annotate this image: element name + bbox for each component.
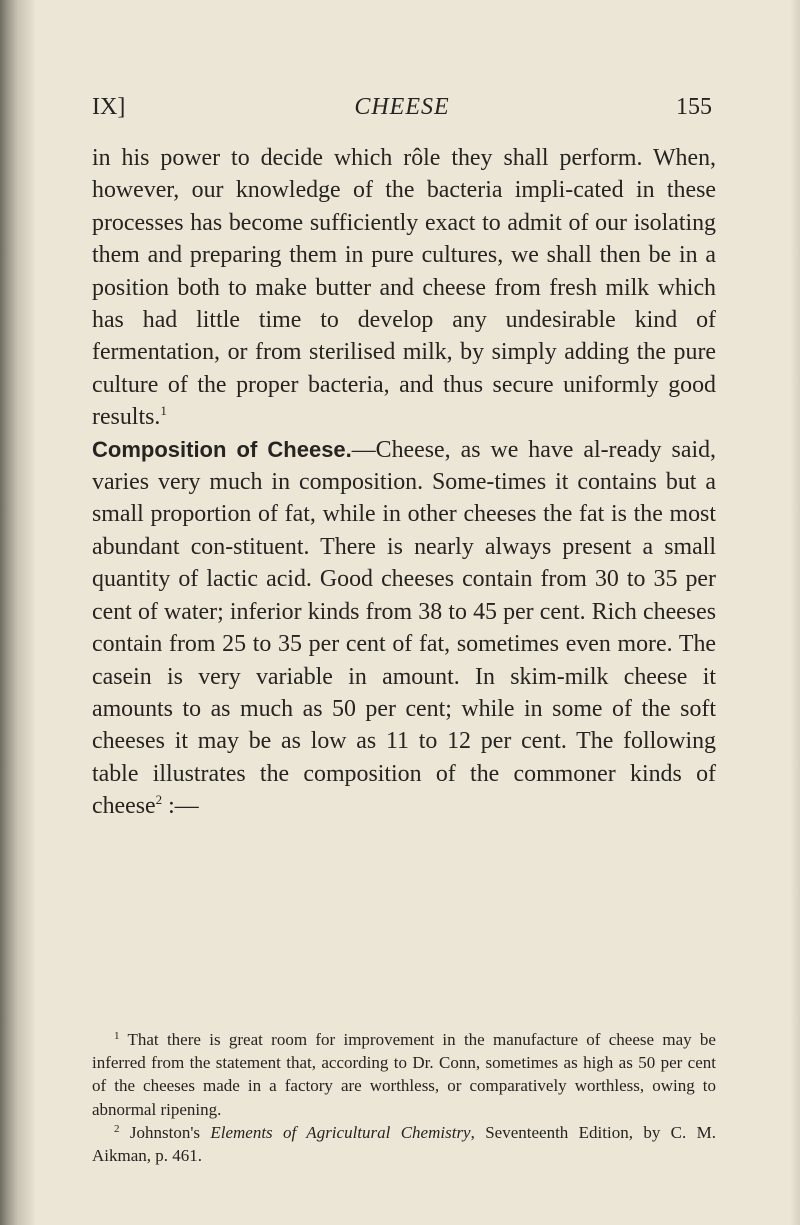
running-title: CHEESE	[354, 94, 450, 120]
footnote-2	[92, 1121, 716, 1167]
paragraph-1	[92, 142, 716, 434]
footnote-ref-1: 1	[160, 403, 167, 419]
footnotes	[92, 1028, 716, 1167]
page-gutter-shadow	[0, 0, 36, 1225]
footnote-2-rest: , Seventeenth Edition, by C. M. Aikman, p. 461.	[92, 1122, 716, 1166]
footnote-2-book-title: Elements of Agricultural Chemistry	[210, 1122, 471, 1142]
footnote-2-marker: 2	[114, 1122, 120, 1135]
footnote-1-marker: 1	[114, 1030, 120, 1042]
body-text	[92, 142, 716, 823]
paragraph-2-end: :—	[162, 793, 199, 820]
footnote-1	[92, 1028, 716, 1121]
chapter-number: IX]	[92, 94, 126, 120]
paragraph-1-text: in his power to decide which rôle they shall perform. When, however, our knowledge of the bacteria impli-cated in these processes has become sufficiently exact to admit of our isolating them and preparing them in pure cultures, we shall then be in a position both to make butter and cheese from fresh milk which has had little time to develop any undesirable kind of fermentation, or from sterilised milk, by simply adding the pure culture of the proper bacteria, and thus secure uniformly good results.	[92, 145, 716, 431]
footnote-2-author: Johnston's	[129, 1122, 211, 1142]
paragraph-2-text: —Cheese, as we have al-ready said, varies very much in composition. Some-times it contains but a small proportion of fat, while in other cheeses the fat is the most abundant con-stituent. There is nearly always present a small quantity of lactic acid. Good cheeses contain from 30 to 35 per cent of water; inferior kinds from 38 to 45 per cent. Rich cheeses contain from 25 to 35 per cent of fat, sometimes even more. The casein is very variable in amount. In skim-milk cheese it amounts to as much as 50 per cent; while in some of the soft cheeses it may be as low as 11 to 12 per cent. The following table illustrates the composition of the commoner kinds of cheese	[92, 436, 717, 820]
running-header	[92, 94, 712, 126]
page-edge	[790, 0, 800, 1225]
paragraph-2	[92, 434, 716, 823]
footnote-ref-2: 2	[155, 792, 163, 808]
page-number: 155	[676, 94, 712, 120]
footnote-1-text: That there is great room for improvement in the manufacture of cheese may be inferred from the statement that, according to Dr. Conn, sometimes as high as 50 per cent of the cheeses made in a factory are worthless, or comparatively worthless, owing to abnormal ripening.	[92, 1030, 716, 1119]
section-heading: Composition of Cheese.	[92, 436, 352, 462]
